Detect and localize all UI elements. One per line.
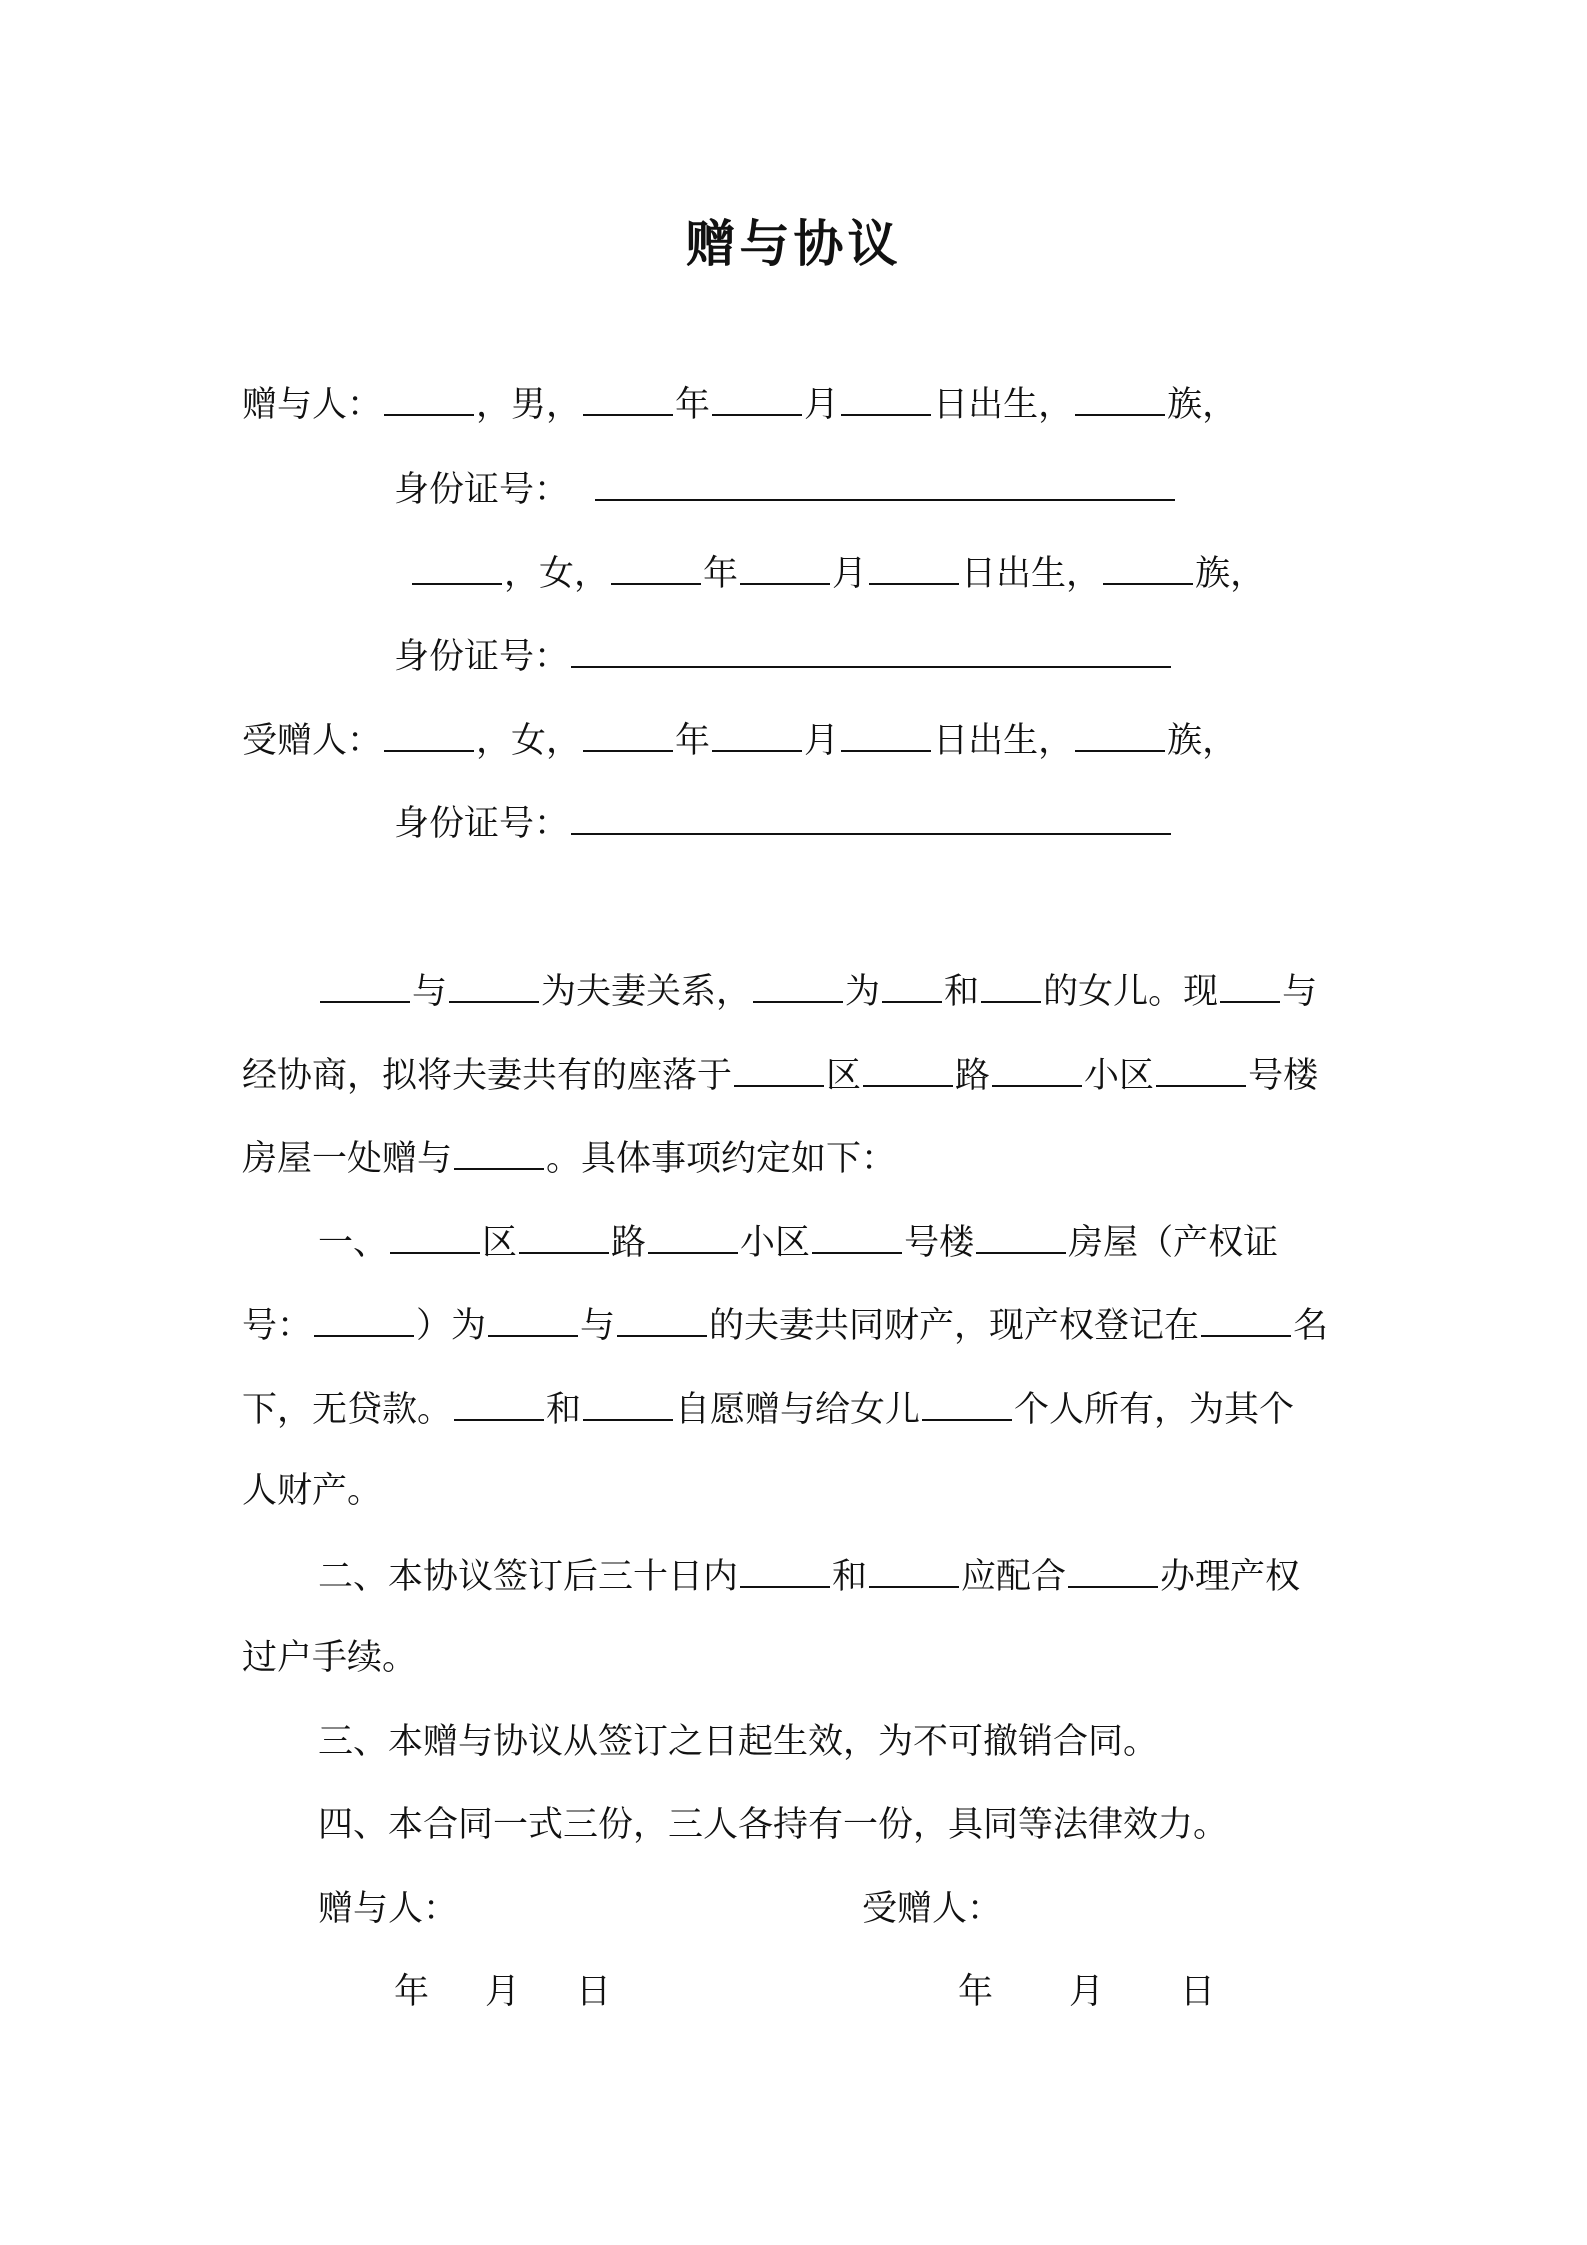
blank-field[interactable] bbox=[882, 965, 942, 1003]
item1-line1: 一、 区 路 小区 号楼 房屋（产权证 bbox=[318, 1216, 1278, 1268]
blank-field[interactable] bbox=[1156, 1049, 1246, 1087]
blank-field[interactable] bbox=[519, 1216, 609, 1254]
para1-line3: 房屋一处赠与 。具体事项约定如下： bbox=[242, 1132, 896, 1184]
blank-field[interactable] bbox=[812, 1216, 902, 1254]
blank-field[interactable] bbox=[454, 1383, 544, 1421]
blank-field[interactable] bbox=[1201, 1299, 1291, 1337]
blank-field[interactable] bbox=[611, 547, 701, 585]
blank-field[interactable] bbox=[1075, 714, 1165, 752]
blank-field[interactable] bbox=[617, 1299, 707, 1337]
blank-field[interactable] bbox=[648, 1216, 738, 1254]
blank-field[interactable] bbox=[320, 965, 410, 1003]
blank-field[interactable] bbox=[583, 1383, 673, 1421]
blank-field[interactable] bbox=[981, 965, 1041, 1003]
para1-line1: 与 为夫妻关系， 为 和 的女儿。现 与 bbox=[318, 965, 1317, 1017]
blank-field[interactable] bbox=[740, 1550, 830, 1588]
item1-line3: 下，无贷款。 和 自愿赠与给女儿 个人所有，为其个 bbox=[242, 1383, 1294, 1435]
blank-field[interactable] bbox=[841, 714, 931, 752]
blank-field[interactable] bbox=[976, 1216, 1066, 1254]
donor-male-line: 赠与人： ，男， 年 月 日出生， 族， bbox=[242, 378, 1237, 430]
blank-field[interactable] bbox=[712, 378, 802, 416]
blank-field[interactable] bbox=[1103, 547, 1193, 585]
blank-field[interactable] bbox=[1220, 965, 1280, 1003]
blank-field[interactable] bbox=[488, 1299, 578, 1337]
blank-field[interactable] bbox=[583, 378, 673, 416]
blank-field[interactable] bbox=[449, 965, 539, 1003]
recipient-sign-date: 年 月 日 bbox=[958, 1972, 1216, 2012]
blank-field[interactable] bbox=[454, 1132, 544, 1170]
blank-field[interactable] bbox=[841, 378, 931, 416]
item3: 三、本赠与协议从签订之日起生效，为不可撤销合同。 bbox=[318, 1722, 1159, 1762]
item2-line1: 二、本协议签订后三十日内 和 应配合 办理产权 bbox=[318, 1550, 1300, 1602]
blank-field[interactable] bbox=[863, 1049, 953, 1087]
id-number-field[interactable] bbox=[571, 797, 1171, 835]
item4: 四、本合同一式三份，三人各持有一份，具同等法律效力。 bbox=[318, 1805, 1229, 1845]
item1-line2: 号： ）为 与 的夫妻共同财产，现产权登记在 名 bbox=[242, 1299, 1328, 1351]
recipient-label: 受赠人： bbox=[242, 721, 383, 761]
id-number-field[interactable] bbox=[571, 630, 1171, 668]
item1-line4: 人财产。 bbox=[242, 1471, 383, 1511]
blank-field[interactable] bbox=[583, 714, 673, 752]
cert-number-field[interactable] bbox=[314, 1299, 414, 1337]
id-number-field[interactable] bbox=[595, 463, 1175, 501]
blank-field[interactable] bbox=[390, 1216, 480, 1254]
blank-field[interactable] bbox=[753, 965, 843, 1003]
blank-field[interactable] bbox=[712, 714, 802, 752]
blank-field[interactable] bbox=[384, 714, 474, 752]
recipient-line: 受赠人： ，女， 年 月 日出生， 族， bbox=[242, 714, 1237, 766]
donor-male-id-line: 身份证号： bbox=[394, 463, 1177, 515]
blank-field[interactable] bbox=[869, 547, 959, 585]
donor-female-id-line: 身份证号： bbox=[394, 630, 1173, 682]
donor-signature-label: 赠与人： bbox=[318, 1889, 459, 1929]
donor-label: 赠与人： bbox=[242, 385, 383, 425]
blank-field[interactable] bbox=[922, 1383, 1012, 1421]
donor-sign-date: 年 月 日 bbox=[394, 1972, 612, 2012]
blank-field[interactable] bbox=[734, 1049, 824, 1087]
blank-field[interactable] bbox=[869, 1550, 959, 1588]
blank-field[interactable] bbox=[412, 547, 502, 585]
donor-female-line: ，女， 年 月 日出生， 族， bbox=[410, 547, 1265, 599]
blank-field[interactable] bbox=[1075, 378, 1165, 416]
para1-line2: 经协商，拟将夫妻共有的座落于 区 路 小区 号楼 bbox=[242, 1049, 1318, 1101]
blank-field[interactable] bbox=[992, 1049, 1082, 1087]
document-title: 赠与协议 bbox=[685, 214, 902, 273]
blank-field[interactable] bbox=[740, 547, 830, 585]
recipient-signature-label: 受赠人： bbox=[862, 1889, 1003, 1929]
item2-line2: 过户手续。 bbox=[242, 1638, 418, 1678]
blank-field[interactable] bbox=[384, 378, 474, 416]
blank-field[interactable] bbox=[1068, 1550, 1158, 1588]
recipient-id-line: 身份证号： bbox=[394, 797, 1173, 849]
